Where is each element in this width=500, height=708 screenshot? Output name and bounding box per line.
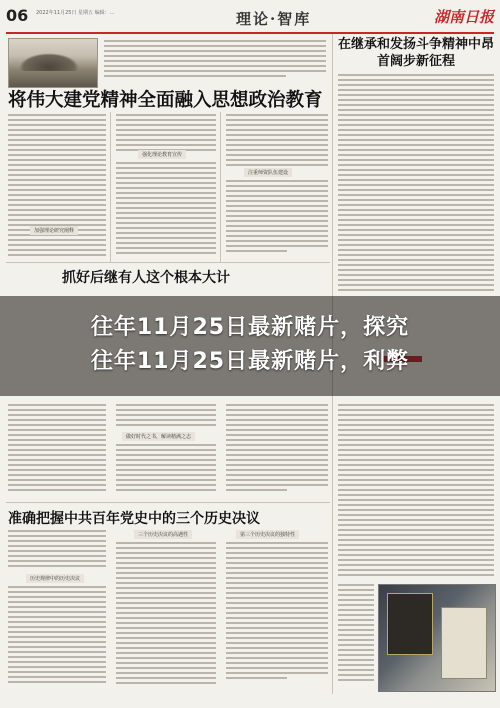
right-text-column [338, 584, 374, 684]
subhead: 注重师资队伍建设 [244, 168, 292, 177]
text-column [226, 180, 328, 255]
mid-headline: 抓好后继有人这个根本大计 [62, 270, 230, 286]
text-column [8, 530, 106, 570]
text-column [8, 586, 106, 686]
column-divider [110, 112, 111, 262]
subhead: 做好时代之书，解读精满之志 [122, 432, 195, 441]
text-column [226, 542, 328, 682]
right-text-column [338, 404, 494, 579]
low-headline: 准确把握中共百年党史中的三个历史决议 [8, 511, 260, 527]
subhead: 第三个历史决议的独特性 [236, 530, 299, 539]
text-column [116, 404, 216, 429]
book-photo [378, 584, 496, 692]
overlay-title-line-1: 往年11月25日最新赌片，探究 [90, 315, 410, 340]
page-header [6, 6, 494, 34]
overlay-title-line-2: 往年11月25日最新赌片，利弊 [90, 349, 410, 374]
text-column [8, 404, 106, 494]
subhead: 历史规律中的历史决议 [26, 574, 84, 583]
intro-text-block [104, 40, 326, 80]
subhead: 加强理论研究阐释 [30, 226, 78, 235]
row-divider [6, 262, 330, 263]
text-column [116, 444, 216, 494]
header-info: 2022年11月25日 星期五 编辑：... [36, 10, 115, 16]
newspaper-logo: 湖南日报 [433, 8, 494, 26]
column-divider [220, 112, 221, 262]
main-headline: 将伟大建党精神全面融入思想政治教育 [8, 90, 323, 111]
right-headline: 在继承和发扬斗争精神中昂首阔步新征程 [338, 37, 495, 69]
text-column [116, 162, 216, 257]
subhead: 强化理论教育宣传 [138, 150, 186, 159]
text-column [226, 404, 328, 494]
section-title: 理论·智库 [236, 10, 312, 28]
right-text-column [338, 74, 494, 294]
text-column [116, 542, 216, 687]
article-photo [8, 38, 98, 88]
row-divider [6, 502, 330, 503]
text-column [8, 114, 106, 259]
text-column [226, 114, 328, 169]
subhead: 三个历史决议的高遇性 [134, 530, 192, 539]
text-column [116, 114, 216, 154]
page-number: 06 [6, 6, 29, 25]
